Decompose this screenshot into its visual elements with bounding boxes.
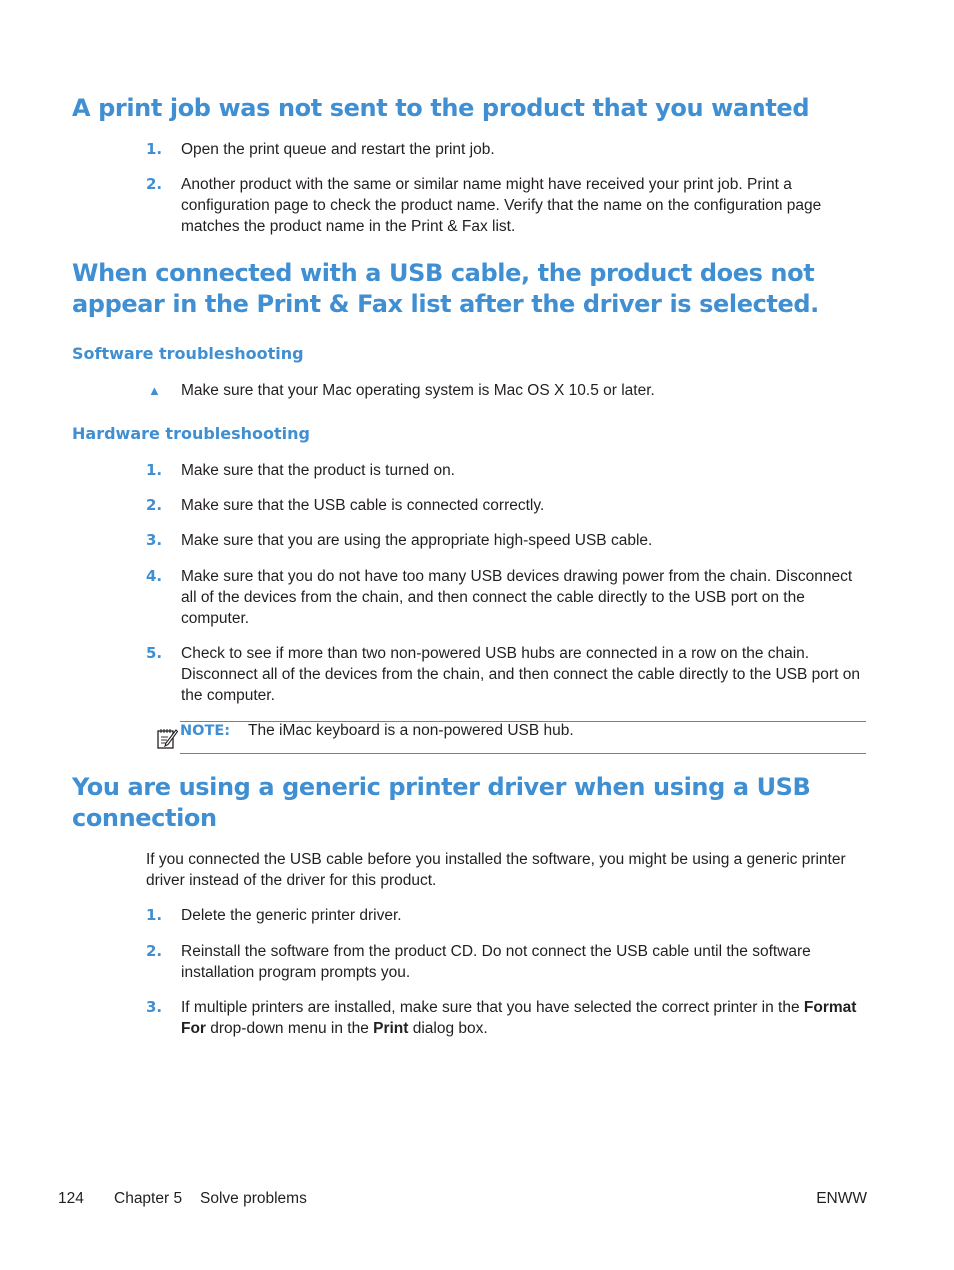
list-item — [146, 380, 868, 401]
ui-term-print: Print — [373, 1020, 409, 1037]
step-text: Make sure that you are using the appropriate high-speed USB cable. — [181, 532, 653, 549]
list-item — [146, 460, 868, 481]
footer-chapter-title: Solve problems — [200, 1190, 307, 1207]
section-heading-usb-not-listed: When connected with a USB cable, the product does not appear in the Print & Fax list after the driver is selected. — [72, 259, 819, 318]
step-text: Open the print queue and restart the print job. — [181, 141, 495, 158]
step-number: 2. — [146, 942, 163, 960]
list-item — [146, 566, 868, 629]
subheading-software: Software troubleshooting — [72, 344, 304, 363]
step-number: 3. — [146, 998, 163, 1016]
step-text-part: dialog box. — [408, 1020, 488, 1037]
step-text: Reinstall the software from the product CD. Do not connect the USB cable until the software installation program prompts you. — [181, 943, 811, 981]
step-text: Make sure that you do not have too many USB devices drawing power from the chain. Disconnect all of the devices from the chain, and then connect the cable directly to the USB port on the computer. — [181, 568, 853, 627]
footer-chapter: Chapter 5 — [114, 1190, 183, 1207]
footer-locale: ENWW — [816, 1190, 867, 1207]
page-number: 124 — [58, 1190, 84, 1207]
step-text-part: If multiple printers are installed, make sure that you have selected the correct printer in the — [181, 999, 804, 1016]
section-heading-generic-driver: You are using a generic printer driver when using a USB connection — [72, 773, 811, 832]
step-text — [181, 997, 868, 1039]
step-number: 4. — [146, 567, 163, 585]
step-number: 1. — [146, 461, 163, 479]
list-item — [146, 643, 868, 706]
note-pencil-icon — [156, 726, 178, 750]
note-text: The iMac keyboard is a non-powered USB hub. — [248, 722, 574, 739]
list-item — [146, 530, 868, 551]
step-text: Make sure that the USB cable is connected correctly. — [181, 497, 545, 514]
section-heading-wrong-product: A print job was not sent to the product that you wanted — [72, 94, 810, 122]
note-box — [180, 721, 866, 754]
triangle-bullet-icon: ▲ — [148, 383, 161, 398]
step-text: Check to see if more than two non-powered USB hubs are connected in a row on the chain. Disconnect all of the devices from the chain, and then connect the cable directly to the USB port on the computer. — [181, 645, 860, 704]
ui-term-format-for: Format For — [181, 999, 857, 1037]
step-number: 2. — [146, 496, 163, 514]
list-item — [146, 941, 868, 983]
list-item — [146, 174, 868, 237]
step-text: Delete the generic printer driver. — [181, 907, 402, 924]
list-item — [146, 997, 868, 1039]
step-text: Make sure that the product is turned on. — [181, 462, 455, 479]
step-text: Another product with the same or similar name might have received your print job. Print a configuration page to check the product name. Verify that the name on the configuration page matches the product name in the Print & Fax list. — [181, 176, 822, 235]
step-number: 3. — [146, 531, 163, 549]
step-number: 1. — [146, 140, 163, 158]
list-item — [146, 495, 868, 516]
step-number: 1. — [146, 906, 163, 924]
subheading-hardware: Hardware troubleshooting — [72, 424, 311, 443]
list-item — [146, 139, 868, 160]
step-number: 2. — [146, 175, 163, 193]
step-text: Make sure that your Mac operating system is Mac OS X 10.5 or later. — [181, 382, 655, 399]
note-label: NOTE: — [180, 723, 231, 739]
step-number: 5. — [146, 644, 163, 662]
intro-paragraph: If you connected the USB cable before you installed the software, you might be using a generic printer driver instead of the driver for this product. — [146, 851, 846, 889]
step-text-part: drop-down menu in the — [205, 1020, 374, 1037]
list-item — [146, 905, 868, 926]
